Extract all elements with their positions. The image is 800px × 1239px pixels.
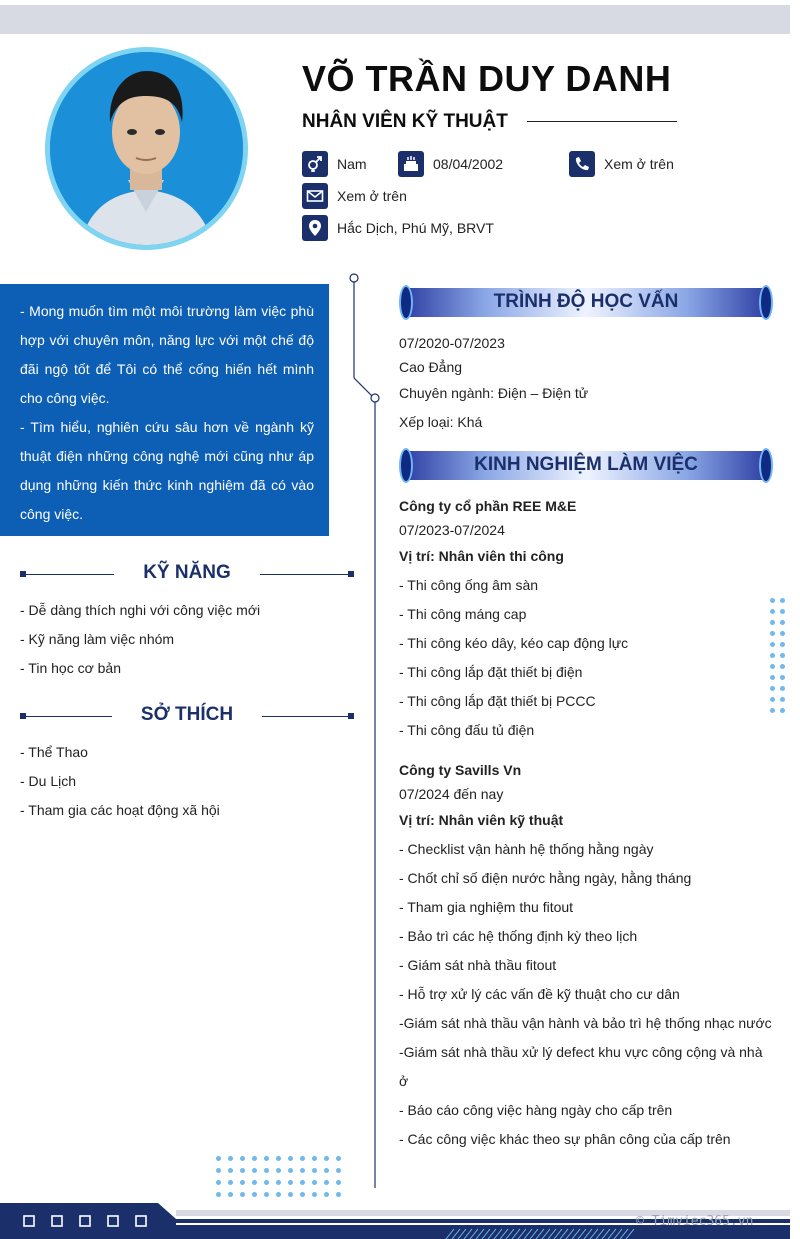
dot <box>770 598 775 603</box>
dot <box>780 642 785 647</box>
dot <box>780 598 785 603</box>
list-item: - Thể Thao <box>20 744 88 760</box>
dot <box>336 1192 341 1197</box>
list-item: - Tin học cơ bản <box>20 660 122 676</box>
dot <box>240 1180 245 1185</box>
job-task: -Giám sát nhà thầu vận hành và bảo trì hệ thống nhạc nước <box>399 1015 772 1031</box>
dot <box>312 1156 317 1161</box>
dot <box>770 642 775 647</box>
career-objective <box>0 284 329 536</box>
dot <box>324 1168 329 1173</box>
dot <box>770 664 775 669</box>
job-company: Công ty cổ phần REE M&E <box>399 498 577 514</box>
education-grade: Xếp loại: Khá <box>399 414 483 430</box>
dot <box>780 653 785 658</box>
dot <box>252 1168 257 1173</box>
dot <box>288 1180 293 1185</box>
dot <box>288 1192 293 1197</box>
list-item: - Tham gia các hoạt động xã hội <box>20 802 220 818</box>
job-task: - Checklist vận hành hệ thống hằng ngày <box>399 841 654 857</box>
dot <box>780 697 785 702</box>
skills-title: KỸ NĂNG <box>143 562 231 583</box>
dot <box>216 1156 221 1161</box>
address-value: Hắc Dịch, Phú Mỹ, BRVT <box>337 220 494 236</box>
job-period: 07/2023-07/2024 <box>399 522 505 538</box>
job-position: Vị trí: Nhân viên kỹ thuật <box>399 812 564 828</box>
dot <box>288 1156 293 1161</box>
dot <box>336 1168 341 1173</box>
job-title: NHÂN VIÊN KỸ THUẬT <box>302 111 508 132</box>
skills-heading <box>20 562 354 586</box>
dot <box>770 631 775 636</box>
skills-list <box>20 596 260 683</box>
job-period: 07/2024 đến nay <box>399 786 504 802</box>
watermark: © Timviec365.vn <box>636 1214 754 1229</box>
dot <box>288 1168 293 1173</box>
dot <box>324 1192 329 1197</box>
hobbies-heading <box>20 704 354 728</box>
education-title: TRÌNH ĐỘ HỌC VẤN <box>493 291 679 312</box>
objective-paragraph: - Mong muốn tìm một môi trường làm việc phù hợp với chuyên môn, năng lực với một chế độ đãi ngộ tốt để Tôi có thể cống hiến hết mình cho công việc. <box>20 303 314 406</box>
job-task: ở <box>399 1073 409 1089</box>
job-task: - Thi công ống âm sàn <box>399 577 539 593</box>
dot <box>264 1168 269 1173</box>
job-task: - Các công việc khác theo sự phân công của cấp trên <box>399 1131 731 1147</box>
dot <box>770 708 775 713</box>
dot <box>780 708 785 713</box>
hobbies-title: SỞ THÍCH <box>140 704 234 725</box>
dot <box>312 1192 317 1197</box>
list-item: - Du Lịch <box>20 773 77 789</box>
job-task: - Thi công đấu tủ điện <box>399 722 535 738</box>
education-level: Cao Đẳng <box>399 359 463 375</box>
dot <box>770 686 775 691</box>
dot <box>264 1156 269 1161</box>
education-period: 07/2020-07/2023 <box>399 335 505 351</box>
list-item: - Dễ dàng thích nghi với công việc mới <box>20 602 261 618</box>
dot <box>770 609 775 614</box>
dot <box>240 1168 245 1173</box>
job-task: - Chốt chỉ số điện nước hằng ngày, hằng tháng <box>399 870 692 886</box>
dot <box>324 1180 329 1185</box>
dot <box>228 1168 233 1173</box>
list-item: - Kỹ năng làm việc nhóm <box>20 631 175 647</box>
dot <box>300 1192 305 1197</box>
dot <box>252 1156 257 1161</box>
dot <box>228 1192 233 1197</box>
dot <box>770 697 775 702</box>
education-heading <box>399 285 773 320</box>
job-task: - Thi công lắp đặt thiết bị điện <box>399 664 583 680</box>
email-value: Xem ở trên <box>337 188 407 204</box>
dot <box>240 1156 245 1161</box>
dot <box>770 653 775 658</box>
experience-heading <box>399 448 773 483</box>
dot <box>312 1180 317 1185</box>
dot <box>276 1192 281 1197</box>
dot <box>300 1180 305 1185</box>
dot <box>228 1180 233 1185</box>
candidate-name: VÕ TRẦN DUY DANH <box>302 58 672 99</box>
gender-value: Nam <box>337 156 367 172</box>
job-task: - Giám sát nhà thầu fitout <box>399 957 557 973</box>
dot <box>300 1168 305 1173</box>
job-task: - Thi công máng cap <box>399 606 527 622</box>
decorative-dots <box>216 1156 341 1197</box>
dot <box>216 1192 221 1197</box>
dot <box>276 1180 281 1185</box>
experience-title: KINH NGHIỆM LÀM VIỆC <box>474 454 698 475</box>
dot <box>252 1192 257 1197</box>
job-task: - Tham gia nghiệm thu fitout <box>399 899 574 915</box>
dot <box>228 1156 233 1161</box>
dot <box>336 1156 341 1161</box>
dot <box>264 1192 269 1197</box>
dot <box>780 675 785 680</box>
job-position: Vị trí: Nhân viên thi công <box>399 548 564 564</box>
dot <box>276 1156 281 1161</box>
job-task: - Hỗ trợ xử lý các vấn đề kỹ thuật cho cư dân <box>399 986 680 1002</box>
birthday-value: 08/04/2002 <box>433 156 504 172</box>
dot <box>324 1156 329 1161</box>
dot <box>780 620 785 625</box>
dot <box>770 675 775 680</box>
job-company: Công ty Savills Vn <box>399 762 522 778</box>
education-major: Chuyên ngành: Điện – Điện tử <box>399 385 589 401</box>
dot <box>252 1180 257 1185</box>
job-task: - Thi công lắp đặt thiết bị PCCC <box>399 693 596 709</box>
objective-paragraph: - Tìm hiểu, nghiên cứu sâu hơn về ngành kỹ thuật điện những công nghệ mới cũng như áp dụng những kiến thức kinh nghiệm đã có vào công việc. <box>20 419 314 522</box>
dot <box>216 1180 221 1185</box>
hobbies-list <box>20 738 220 825</box>
job-task: - Thi công kéo dây, kéo cap động lực <box>399 635 629 651</box>
dot <box>276 1168 281 1173</box>
job-task: -Giám sát nhà thầu xử lý defect khu vực công cộng và nhà <box>399 1044 763 1060</box>
dot <box>780 664 785 669</box>
phone-value: Xem ở trên <box>604 156 674 172</box>
dot <box>780 609 785 614</box>
decorative-dots <box>770 598 785 713</box>
dot <box>300 1156 305 1161</box>
dot <box>312 1168 317 1173</box>
job-task: - Báo cáo công việc hàng ngày cho cấp trên <box>399 1102 673 1118</box>
dot <box>216 1168 221 1173</box>
dot <box>780 686 785 691</box>
dot <box>240 1192 245 1197</box>
job-task: - Bảo trì các hệ thống định kỳ theo lịch <box>399 928 638 944</box>
dot <box>336 1180 341 1185</box>
dot <box>780 631 785 636</box>
dot <box>770 620 775 625</box>
dot <box>264 1180 269 1185</box>
